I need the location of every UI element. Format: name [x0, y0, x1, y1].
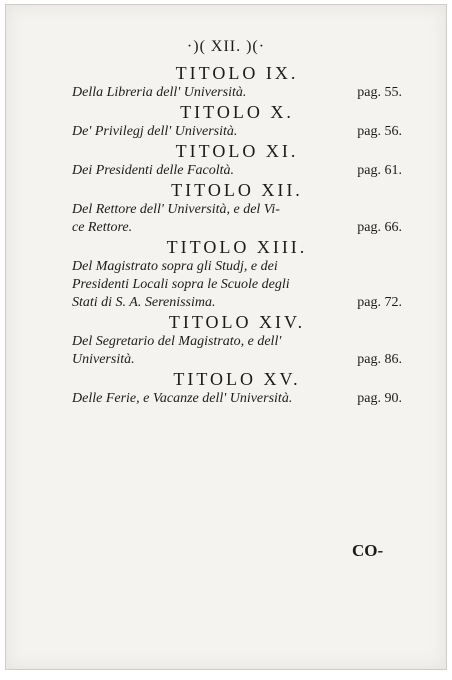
- page-number: pag. 56.: [357, 124, 402, 139]
- page-number: pag. 72.: [357, 295, 402, 310]
- toc-entry: [72, 333, 402, 369]
- entry-text: De' Privilegj dell' Università.: [72, 124, 238, 139]
- entry-text: ce Rettore.: [72, 220, 133, 235]
- table-of-contents: [72, 63, 402, 408]
- entry-text: Del Segretario del Magistrato, e dell': [72, 334, 282, 349]
- section-title: TITOLO XI.: [175, 141, 299, 161]
- page-number: pag. 66.: [357, 220, 402, 235]
- entry-text: Del Magistrato sopra gli Studj, e dei: [72, 259, 278, 274]
- page-header: ·)( XII. )(·: [186, 38, 266, 55]
- page-number: pag. 55.: [357, 85, 402, 100]
- entry-text: Presidenti Locali sopra le Scuole degli: [72, 277, 290, 292]
- toc-entry: [72, 162, 402, 180]
- section-title: TITOLO X.: [180, 102, 294, 122]
- book-page: [5, 4, 447, 670]
- section-title: TITOLO XII.: [171, 180, 303, 200]
- section-title: TITOLO XIV.: [168, 312, 306, 332]
- entry-text: Stati di S. A. Serenissima.: [72, 295, 216, 310]
- page-number: pag. 61.: [357, 163, 402, 178]
- toc-entry: [72, 84, 402, 102]
- entry-text: Università.: [72, 352, 135, 367]
- entry-text: Dei Presidenti delle Facoltà.: [72, 163, 234, 178]
- page-number: pag. 90.: [357, 391, 402, 406]
- section-title: TITOLO XV.: [173, 369, 301, 389]
- catchword: CO-: [352, 541, 384, 560]
- page-number: pag. 86.: [357, 352, 402, 367]
- section-title: TITOLO XIII.: [166, 237, 308, 257]
- toc-entry: [72, 201, 402, 237]
- toc-entry: [72, 390, 402, 408]
- section-title: TITOLO IX.: [175, 63, 299, 83]
- entry-text: Del Rettore dell' Università, e del Vi-: [72, 202, 280, 217]
- entry-text: Delle Ferie, e Vacanze dell' Università.: [72, 391, 293, 406]
- toc-entry: [72, 123, 402, 141]
- entry-text: Della Libreria dell' Università.: [72, 85, 247, 100]
- toc-entry: [72, 258, 402, 312]
